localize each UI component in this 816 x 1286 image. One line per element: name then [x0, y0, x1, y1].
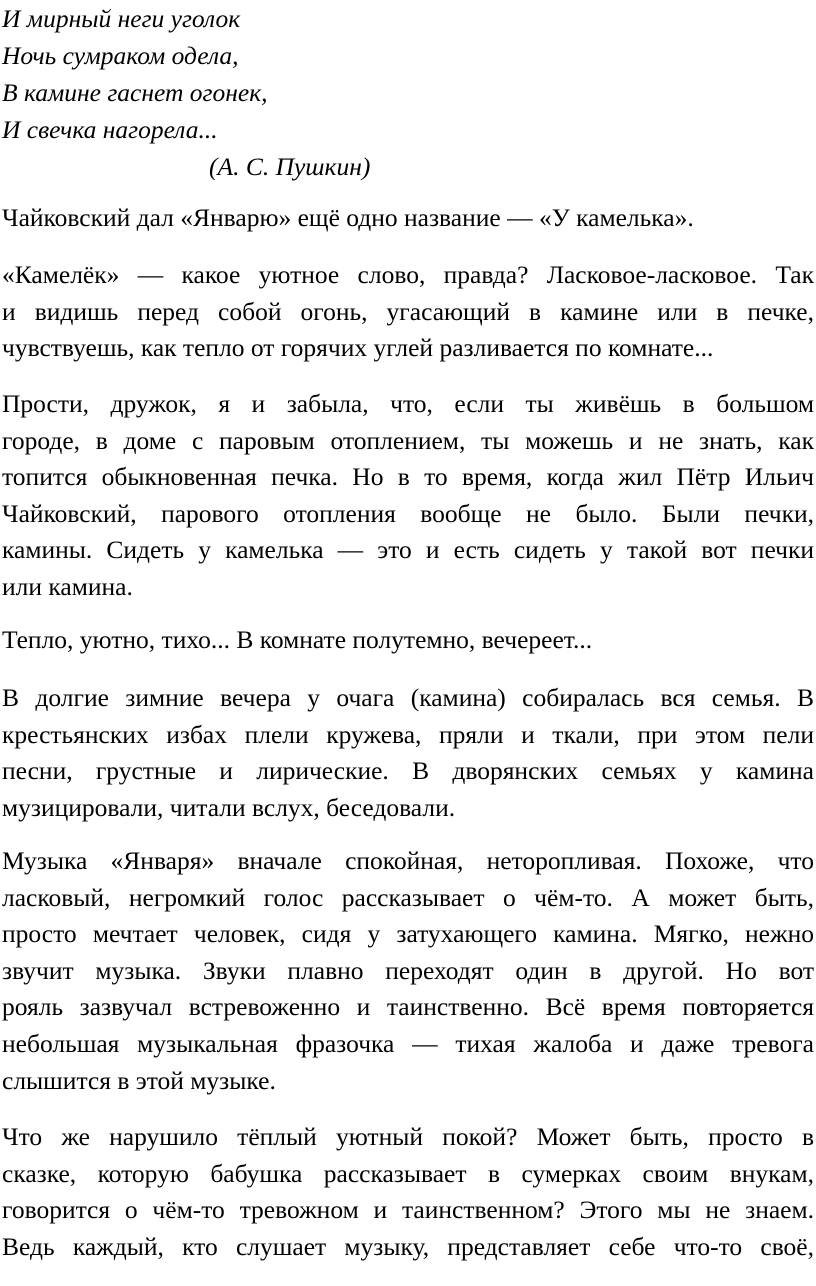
text-line: песни, грустные и лирические. В дворянских семьях у камина — [2, 756, 814, 786]
text-line: городе, в доме с паровым отоплением, ты можешь и не знать, как — [2, 425, 814, 455]
text-line: или камина. — [2, 571, 133, 601]
text-line: Чайковский дал «Январю» ещё одно название — «У камелька». — [2, 203, 694, 232]
text-line: звучит музыка. Звуки плавно переходят один в другой. Но вот — [2, 955, 814, 985]
text-line: небольшая музыкальная фразочка — тихая жалоба и даже тревога — [2, 1028, 814, 1058]
text-line: ласковый, негромкий голос рассказывает о чём-то. А может быть, — [2, 882, 814, 912]
document-page — [2, 0, 814, 1261]
text-line: В долгие зимние вечера у очага (камина) собиралась вся семья. В — [2, 683, 814, 712]
poem-author: (А. С. Пушкин) — [209, 152, 371, 181]
text-line: просто мечтает человек, сидя у затухающего камина. Мягко, нежно — [2, 919, 814, 949]
paragraph-5 — [2, 680, 814, 826]
paragraph-6 — [2, 843, 814, 1099]
poem-line: И свечка нагорела... — [2, 115, 218, 144]
text-line: крестьянских избах плели кружева, пряли и ткали, при этом пели — [2, 719, 814, 749]
text-line: сказке, которую бабушка рассказывает в сумерках своим внукам, — [2, 1158, 814, 1188]
text-line: чувствуешь, как тепло от горячих углей разливается по комнате... — [2, 333, 714, 363]
text-line: камины. Сидеть у камелька — это и есть сидеть у такой вот печки — [2, 535, 814, 565]
text-line: Прости, дружок, я и забыла, что, если ты живёшь в большом — [2, 389, 814, 418]
text-line: говорится о чём-то тревожном и таинственном? Этого мы не знаем. — [2, 1195, 814, 1225]
text-line: рояль зазвучал встревоженно и таинственно. Всё время повторяется — [2, 992, 814, 1022]
text-line: Ведь каждый, кто слушает музыку, представляет себе что-то своё, — [2, 1231, 814, 1261]
text-line: топится обыкновенная печка. Но в то время, когда жил Пётр Ильич — [2, 462, 814, 492]
poem-line: Ночь сумраком одела, — [2, 41, 239, 70]
text-line: «Камелёк» — какое уютное слово, правда? Ласковое-ласковое. Так — [2, 260, 814, 289]
poem-epigraph — [2, 0, 814, 185]
text-line: и видишь перед собой огонь, угасающий в камине или в печке, — [2, 296, 814, 326]
text-line: Тепло, уютно, тихо... В комнате полутемно, вечереет... — [2, 625, 593, 654]
paragraph-4 — [2, 622, 814, 659]
text-line: Что же нарушило тёплый уютный покой? Может быть, просто в — [2, 1122, 814, 1151]
text-line: слышится в этой музыке. — [2, 1065, 276, 1095]
poem-line: И мирный неги уголок — [2, 4, 241, 33]
text-line: музицировали, читали вслух, беседовали. — [2, 792, 456, 822]
paragraph-1 — [2, 200, 814, 237]
text-line: Чайковский, парового отопления вообще не было. Были печки, — [2, 498, 814, 528]
paragraph-3 — [2, 386, 814, 606]
paragraph-7 — [2, 1119, 814, 1265]
text-line: Музыка «Января» вначале спокойная, неторопливая. Похоже, что — [2, 846, 814, 875]
paragraph-2 — [2, 257, 814, 367]
poem-line: В камине гаснет огонек, — [2, 78, 268, 107]
